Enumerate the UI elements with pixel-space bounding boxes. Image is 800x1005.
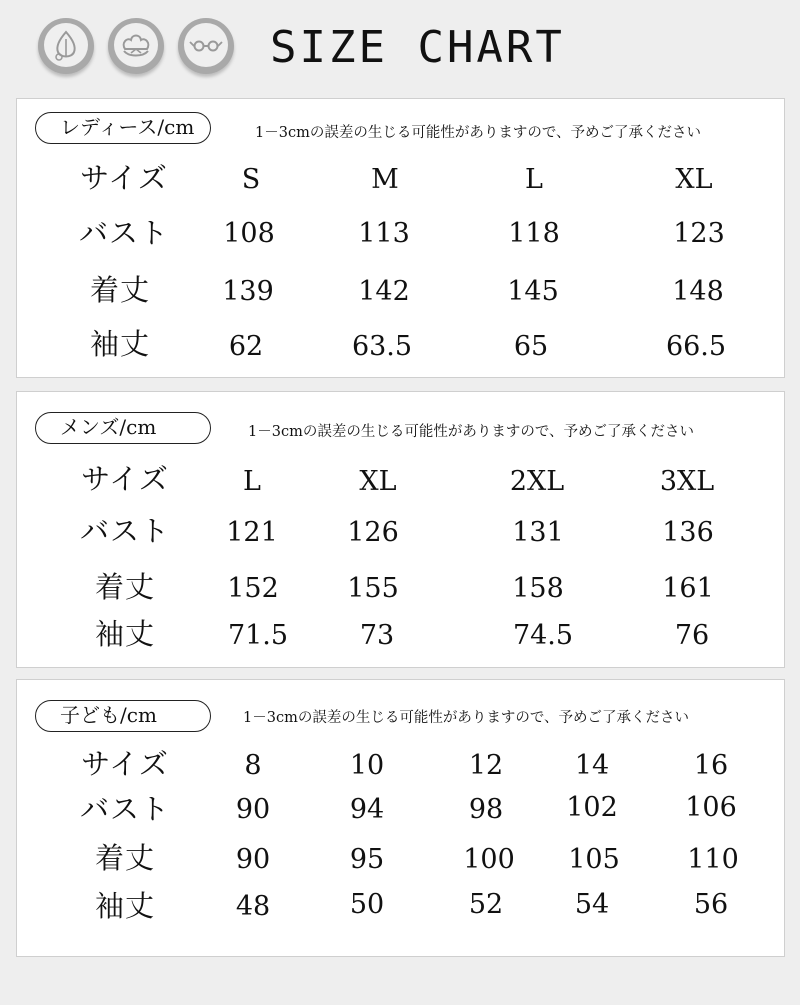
table-cell: 73 (359, 620, 395, 651)
row-label-bust: バスト (79, 514, 171, 548)
cotton-flower-badge (108, 18, 164, 74)
kids-size-table (16, 679, 785, 957)
table-cell: 108 (223, 218, 275, 249)
row-label-bust: バスト (79, 792, 171, 826)
section-label-kids: 子ども/cm (35, 700, 211, 732)
table-cell: 94 (349, 794, 385, 825)
table-cell: 52 (468, 889, 504, 920)
table-cell: 145 (507, 276, 559, 307)
table-cell: 131 (512, 517, 564, 548)
table-cell: 71.5 (227, 620, 289, 651)
table-cell: 62 (228, 331, 264, 362)
row-label-size: サイズ (80, 161, 168, 195)
table-cell: 148 (672, 276, 724, 307)
row-label-size: サイズ (81, 462, 169, 496)
table-cell: M (371, 164, 399, 195)
table-cell: 8 (244, 750, 262, 781)
table-cell: 161 (662, 573, 714, 604)
table-cell: XL (675, 164, 713, 195)
table-cell: 90 (235, 794, 271, 825)
row-label-sleeve: 袖丈 (94, 889, 156, 923)
leaf-drop-badge (38, 18, 94, 74)
table-cell: 106 (685, 792, 737, 823)
table-cell: 105 (568, 844, 620, 875)
table-cell: 12 (468, 750, 504, 781)
row-label-length: 着丈 (94, 841, 156, 875)
table-cell: 16 (693, 750, 729, 781)
row-label-bust: バスト (78, 216, 170, 250)
leaf-drop-icon (47, 27, 85, 65)
bow-badge (178, 18, 234, 74)
table-cell: 142 (358, 276, 410, 307)
ladies-size-table (16, 98, 785, 378)
table-cell: 110 (687, 844, 739, 875)
table-cell: 152 (227, 573, 279, 604)
table-cell: 136 (662, 517, 714, 548)
bow-icon (187, 27, 225, 65)
table-cell: 102 (566, 792, 618, 823)
cotton-flower-icon (117, 27, 155, 65)
table-cell: XL (359, 466, 397, 497)
table-cell: 74.5 (512, 620, 574, 651)
row-label-sleeve: 袖丈 (89, 327, 151, 361)
table-cell: 139 (222, 276, 274, 307)
table-cell: 66.5 (665, 331, 727, 362)
table-cell: 158 (512, 573, 564, 604)
table-cell: 118 (508, 218, 560, 249)
table-cell: S (241, 164, 261, 195)
table-cell: 123 (673, 218, 725, 249)
section-label-ladies: レディース/cm (35, 112, 211, 144)
table-cell: 155 (347, 573, 399, 604)
mens-size-table (16, 391, 785, 668)
tolerance-note: 1－3cmの誤差の生じる可能性がありますので、予めご了承ください (243, 710, 690, 726)
table-cell: 90 (235, 844, 271, 875)
row-label-sleeve: 袖丈 (94, 617, 156, 651)
table-cell: 14 (574, 750, 610, 781)
header (0, 0, 800, 95)
table-cell: 113 (358, 218, 410, 249)
table-cell: 126 (347, 517, 399, 548)
table-cell: 63.5 (351, 331, 413, 362)
table-cell: 2XL (509, 466, 565, 497)
section-label-mens: メンズ/cm (35, 412, 211, 444)
table-cell: 95 (349, 844, 385, 875)
row-label-size: サイズ (81, 747, 169, 781)
table-cell: L (243, 466, 261, 497)
table-cell: 50 (349, 889, 385, 920)
page-title: SIZE CHART (270, 22, 565, 73)
table-cell: 121 (226, 517, 278, 548)
table-cell: 54 (574, 889, 610, 920)
row-label-length: 着丈 (94, 570, 156, 604)
row-label-length: 着丈 (89, 273, 151, 307)
table-cell: L (525, 164, 543, 195)
table-cell: 100 (463, 844, 515, 875)
table-cell: 48 (235, 891, 271, 922)
tolerance-note: 1－3cmの誤差の生じる可能性がありますので、予めご了承ください (255, 125, 702, 141)
table-cell: 10 (349, 750, 385, 781)
table-cell: 3XL (659, 466, 715, 497)
table-cell: 65 (513, 331, 549, 362)
table-cell: 56 (693, 889, 729, 920)
table-cell: 76 (674, 620, 710, 651)
tolerance-note: 1－3cmの誤差の生じる可能性がありますので、予めご了承ください (248, 424, 695, 440)
table-cell: 98 (468, 794, 504, 825)
